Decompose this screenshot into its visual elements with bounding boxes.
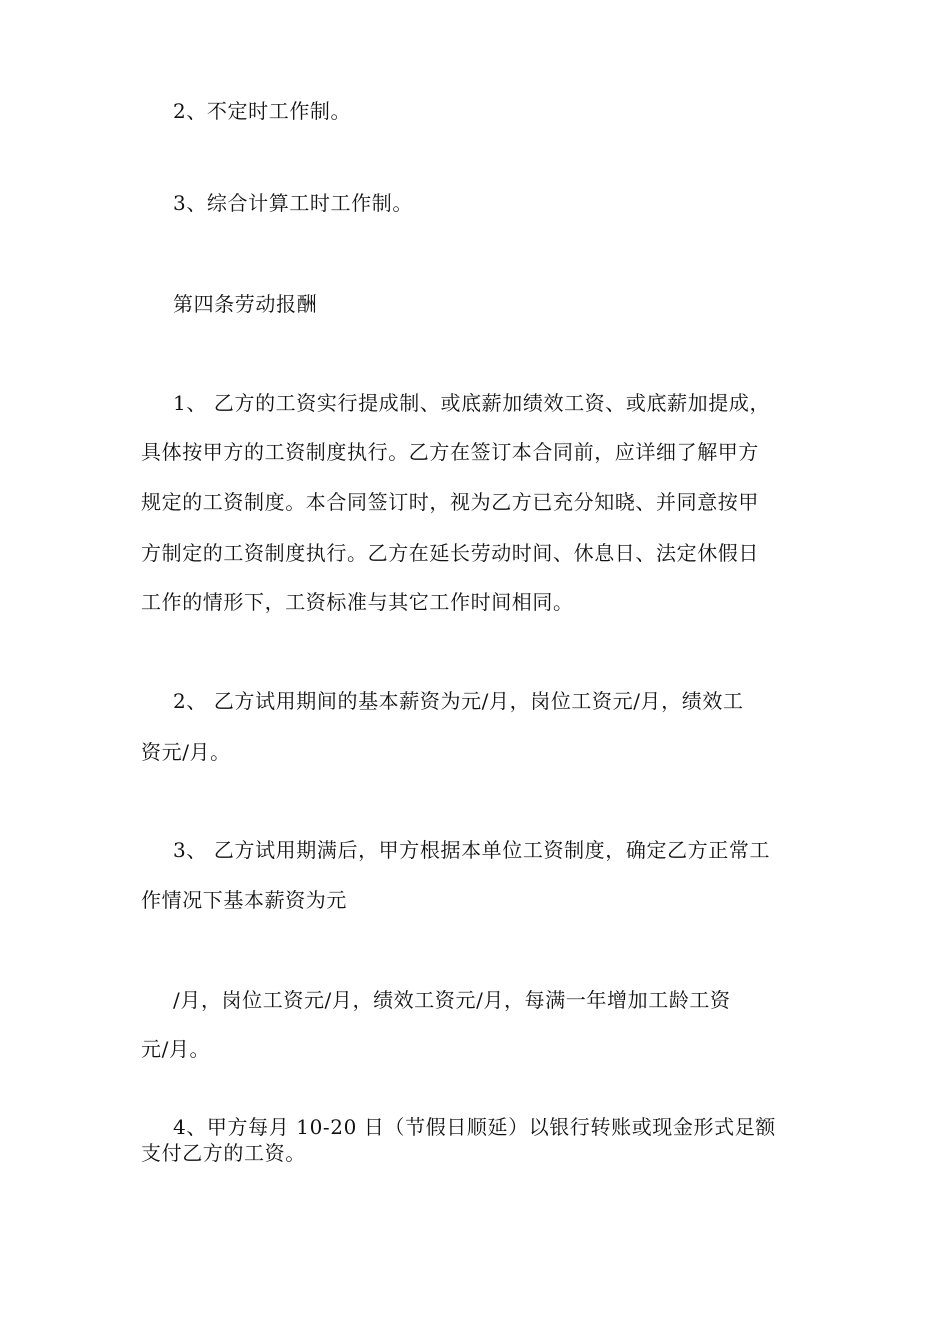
clause-3-line-2: 作情况下基本薪资为元 — [141, 888, 347, 912]
clause-3-line-1: 3、 乙方试用期满后，甲方根据本单位工资制度，确定乙方正常工 — [173, 838, 771, 862]
clause-4-line-2: 支付乙方的工资。 — [141, 1141, 306, 1165]
clause-4-line-1: 4、甲方每月 10-20 日（节假日顺延）以银行转账或现金形式足额 — [173, 1115, 776, 1139]
clause-1-line-4: 方制定的工资制度执行。乙方在延长劳动时间、休息日、法定休假日 — [141, 541, 759, 565]
clause-1-line-3: 规定的工资制度。本合同签订时，视为乙方已充分知晓、并同意按甲 — [141, 490, 759, 514]
item-comprehensive-hours: 3、综合计算工时工作制。 — [173, 191, 413, 215]
clause-2-line-2: 资元/月。 — [141, 740, 231, 764]
clause-3-cont-line-2: 元/月。 — [141, 1037, 211, 1061]
clause-1-line-1: 1、 乙方的工资实行提成制、或底薪加绩效工资、或底薪加提成， — [173, 391, 771, 415]
clause-3-cont-line-1: /月，岗位工资元/月，绩效工资元/月，每满一年增加工龄工资 — [173, 988, 731, 1012]
clause-2-line-1: 2、 乙方试用期间的基本薪资为元/月，岗位工资元/月，绩效工 — [173, 689, 744, 713]
clause-1-line-5: 工作的情形下，工资标准与其它工作时间相同。 — [141, 590, 574, 614]
section-heading-remuneration: 第四条劳动报酬 — [173, 292, 318, 316]
clause-1-line-2: 具体按甲方的工资制度执行。乙方在签订本合同前，应详细了解甲方 — [141, 440, 759, 464]
item-flexible-hours: 2、不定时工作制。 — [173, 99, 352, 123]
